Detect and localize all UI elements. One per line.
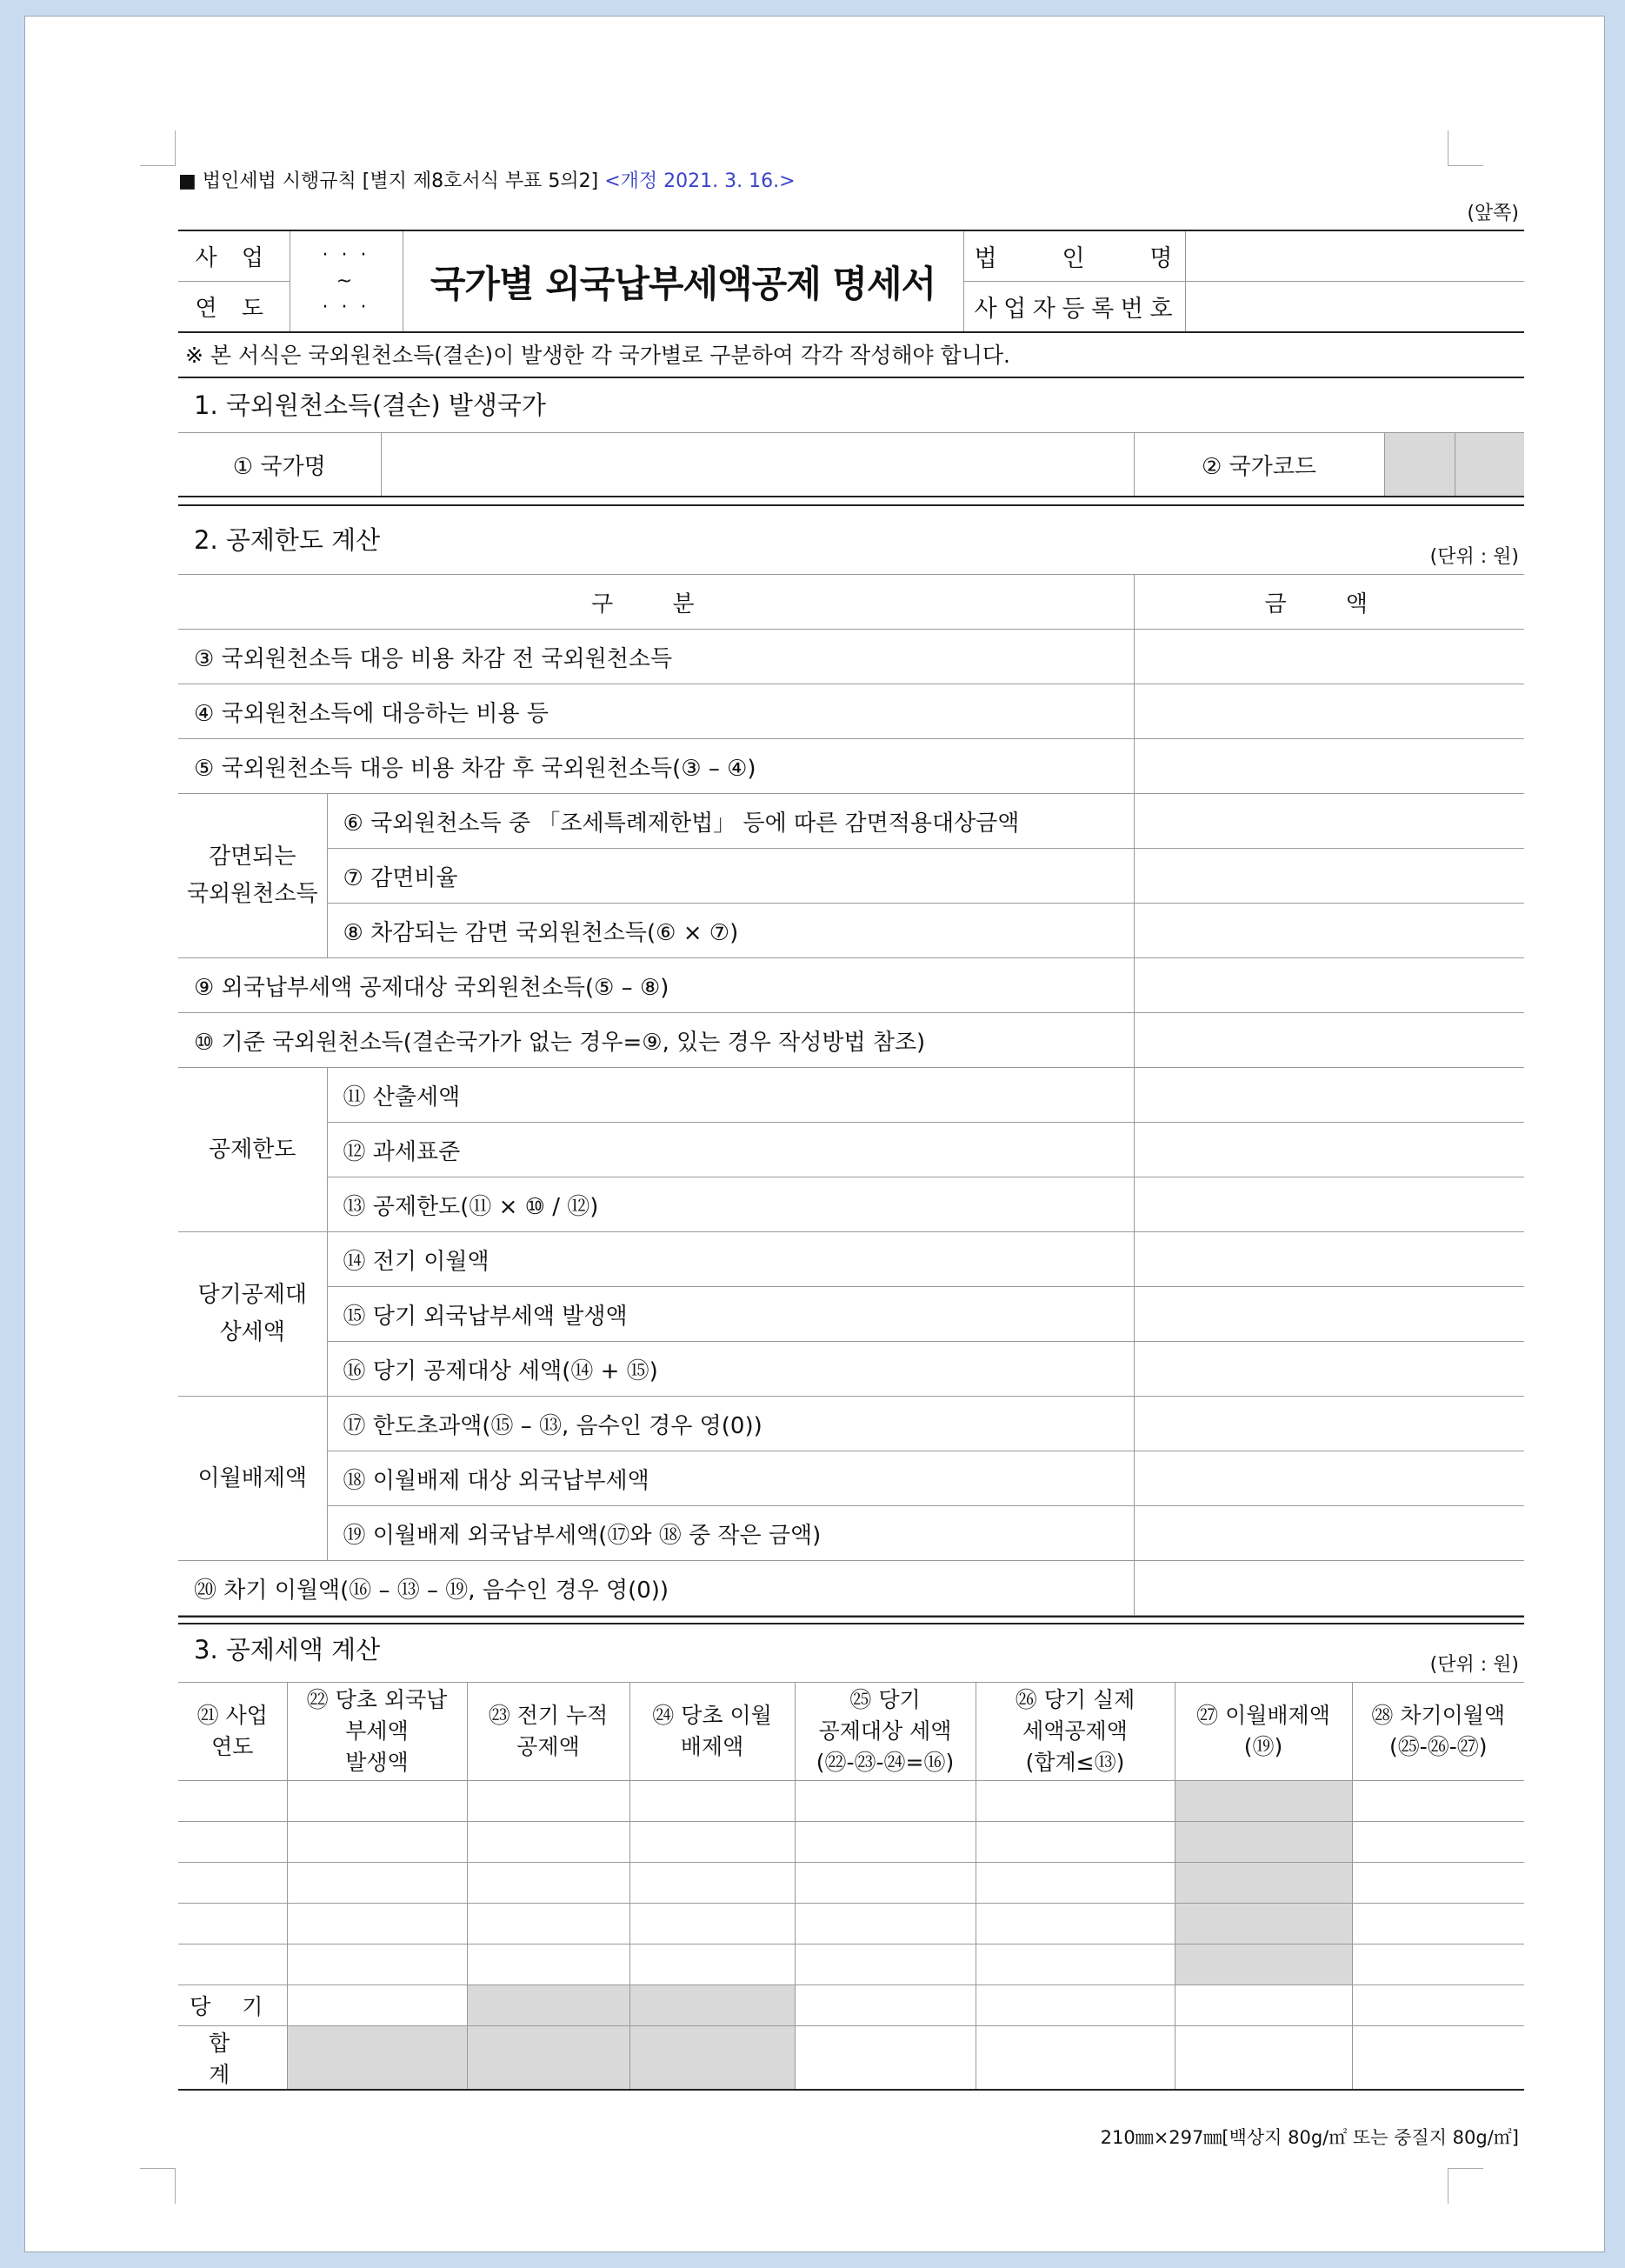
crop-mark — [140, 130, 176, 166]
cell[interactable] — [795, 1822, 976, 1863]
cell — [287, 2026, 467, 2091]
cell[interactable] — [178, 1863, 287, 1904]
section3-unit: (단위 : 원) — [1429, 1654, 1519, 1676]
row-8-label: ⑧ 차감되는 감면 국외원천소득(⑥ × ⑦) — [327, 904, 1134, 958]
cell[interactable] — [178, 1781, 287, 1822]
row-4-amount[interactable] — [1134, 684, 1524, 739]
cell — [1175, 1822, 1352, 1863]
cell[interactable] — [178, 1904, 287, 1944]
cell[interactable] — [629, 1781, 795, 1822]
row-3-amount[interactable] — [1134, 630, 1524, 684]
business-year-label: 사 업 — [178, 230, 290, 282]
row-15-label: ⑮ 당기 외국납부세액 발생액 — [327, 1287, 1134, 1342]
deduction-limit-table — [178, 574, 1524, 1616]
table-row — [178, 1781, 1524, 1822]
cell[interactable] — [467, 1781, 629, 1822]
revision-date: <개정 2021. 3. 16.> — [604, 170, 796, 192]
cell[interactable] — [287, 1781, 467, 1822]
row-19-amount[interactable] — [1134, 1506, 1524, 1561]
row-12-label: ⑫ 과세표준 — [327, 1123, 1134, 1177]
cell[interactable] — [976, 2026, 1175, 2091]
cell[interactable] — [629, 1944, 795, 1985]
table-row — [178, 904, 1524, 958]
cell[interactable] — [976, 1863, 1175, 1904]
row-13-label: ⑬ 공제한도(⑪ × ⑩ / ⑫) — [327, 1177, 1134, 1232]
row-4-label: ④ 국외원천소득에 대응하는 비용 등 — [178, 684, 1134, 739]
cell — [467, 1985, 629, 2026]
section3-heading — [178, 1624, 1524, 1682]
form — [178, 165, 1524, 2150]
table-row — [178, 1944, 1524, 1985]
row-11-label: ⑪ 산출세액 — [327, 1068, 1134, 1123]
country-name-label: ① 국가명 — [178, 433, 381, 497]
table-row — [178, 684, 1524, 739]
section-divider — [178, 1618, 1524, 1624]
biz-reg-no-label: 사 업 자 등 록 번 호 — [963, 282, 1185, 333]
row-15-amount[interactable] — [1134, 1287, 1524, 1342]
row-16-amount[interactable] — [1134, 1342, 1524, 1397]
col-prior-cumulative-deduction: ㉓ 전기 누적 공제액 — [467, 1683, 629, 1781]
crop-mark — [1448, 2168, 1483, 2204]
country-code-cell-1[interactable] — [1384, 433, 1455, 497]
cell[interactable] — [795, 1944, 976, 1985]
table-row — [178, 630, 1524, 684]
cell[interactable] — [976, 1904, 1175, 1944]
row-5-amount[interactable] — [1134, 739, 1524, 794]
cell[interactable] — [178, 1822, 287, 1863]
row-13-amount[interactable] — [1134, 1177, 1524, 1232]
section-divider — [178, 497, 1524, 506]
cell[interactable] — [1352, 1822, 1524, 1863]
section2-title: 2. 공제한도 계산 — [194, 525, 381, 555]
row-20-amount[interactable] — [1134, 1561, 1524, 1616]
table-row — [178, 958, 1524, 1013]
row-14-label: ⑭ 전기 이월액 — [327, 1232, 1134, 1287]
table-row — [178, 1863, 1524, 1904]
col-original-carryover-exclusion: ㉔ 당초 이월 배제액 — [629, 1683, 795, 1781]
cell[interactable] — [287, 1822, 467, 1863]
group-exempt-income: 감면되는 국외원천소득 — [178, 794, 327, 958]
table-row — [178, 794, 1524, 849]
row-6-amount[interactable] — [1134, 794, 1524, 849]
table-row — [178, 1397, 1524, 1451]
row-9-amount[interactable] — [1134, 958, 1524, 1013]
table-row — [178, 1013, 1524, 1068]
cell[interactable] — [287, 1863, 467, 1904]
table-row — [178, 1232, 1524, 1287]
form-notice: ※ 본 서식은 국외원천소득(결손)이 발생한 각 국가별로 구분하여 각각 작성해야 합니다. — [178, 333, 1524, 378]
cell — [1175, 1863, 1352, 1904]
cell[interactable] — [1175, 1985, 1352, 2026]
cell[interactable] — [1352, 1781, 1524, 1822]
row-current-label: 당 기 — [178, 1985, 287, 2026]
cell[interactable] — [1352, 1985, 1524, 2026]
current-row — [178, 1985, 1524, 2026]
col-original-foreign-tax: ㉒ 당초 외국납 부세액 발생액 — [287, 1683, 467, 1781]
cell[interactable] — [629, 1822, 795, 1863]
section2-heading — [178, 506, 1524, 574]
col-current-deductible: ㉕ 당기 공제대상 세액 (㉒-㉓-㉔=⑯) — [795, 1683, 976, 1781]
row-16-label: ⑯ 당기 공제대상 세액(⑭ + ⑮) — [327, 1342, 1134, 1397]
cell[interactable] — [795, 1781, 976, 1822]
crop-mark — [140, 2168, 176, 2204]
group-deduction-limit: 공제한도 — [178, 1068, 327, 1232]
tax-credit-table — [178, 1682, 1524, 2091]
cell[interactable] — [795, 2026, 976, 2091]
country-code-cell-2[interactable] — [1455, 433, 1524, 497]
row-9-label: ⑨ 외국납부세액 공제대상 국외원천소득(⑤ – ⑧) — [178, 958, 1134, 1013]
form-title: 국가별 외국납부세액공제 명세서 — [403, 230, 963, 332]
total-row — [178, 2026, 1524, 2091]
cell — [1175, 1904, 1352, 1944]
cell[interactable] — [287, 1985, 467, 2026]
col-header-amount: 금 액 — [1134, 575, 1524, 630]
cell[interactable] — [1352, 1863, 1524, 1904]
country-table — [178, 432, 1524, 497]
cell[interactable] — [629, 1904, 795, 1944]
cell[interactable] — [467, 1904, 629, 1944]
row-7-label: ⑦ 감면비율 — [327, 849, 1134, 904]
row-7-amount[interactable] — [1134, 849, 1524, 904]
cell — [629, 2026, 795, 2091]
cell[interactable] — [1352, 1944, 1524, 1985]
cell — [1175, 1944, 1352, 1985]
row-14-amount[interactable] — [1134, 1232, 1524, 1287]
cell[interactable] — [287, 1904, 467, 1944]
row-20-label: ⑳ 차기 이월액(⑯ – ⑬ – ⑲, 음수인 경우 영(0)) — [178, 1561, 1134, 1616]
row-3-label: ③ 국외원천소득 대응 비용 차감 전 국외원천소득 — [178, 630, 1134, 684]
cell — [1175, 1781, 1352, 1822]
col-header-item: 구 분 — [178, 575, 1134, 630]
row-17-amount[interactable] — [1134, 1397, 1524, 1451]
table-row — [178, 1561, 1524, 1616]
title-block — [178, 230, 1524, 333]
cell[interactable] — [795, 1904, 976, 1944]
group-current-deductible: 당기공제대 상세액 — [178, 1232, 327, 1397]
business-year-label-2: 연 도 — [178, 282, 290, 333]
table-row — [178, 1287, 1524, 1342]
table-row — [178, 1451, 1524, 1506]
group-carryover-exclusion: 이월배제액 — [178, 1397, 327, 1561]
col-business-year: ㉑ 사업 연도 — [178, 1683, 287, 1781]
table-row — [178, 739, 1524, 794]
cell — [467, 2026, 629, 2091]
regulation-text: ■ 법인세법 시행규칙 [별지 제8호서식 부표 5의2] — [178, 170, 599, 192]
table-row — [178, 1822, 1524, 1863]
cell[interactable] — [1352, 2026, 1524, 2091]
section3-title: 3. 공제세액 계산 — [194, 1635, 381, 1664]
row-12-amount[interactable] — [1134, 1123, 1524, 1177]
cell[interactable] — [795, 1863, 976, 1904]
corp-name-field[interactable] — [1185, 230, 1524, 282]
cell[interactable] — [795, 1985, 976, 2026]
row-10-label: ⑩ 기준 국외원천소득(결손국가가 없는 경우=⑨, 있는 경우 작성방법 참조) — [178, 1013, 1134, 1068]
row-6-label: ⑥ 국외원천소득 중 「조세특례제한법」 등에 따른 감면적용대상금액 — [327, 794, 1134, 849]
biz-reg-no-field[interactable] — [1185, 282, 1524, 333]
table-row — [178, 1904, 1524, 1944]
row-17-label: ⑰ 한도초과액(⑮ – ⑬, 음수인 경우 영(0)) — [327, 1397, 1134, 1451]
country-name-field[interactable] — [381, 433, 1134, 497]
corp-name-label: 법 인 명 — [963, 230, 1185, 282]
cell[interactable] — [976, 1985, 1175, 2026]
form-header — [178, 165, 1524, 198]
row-18-amount[interactable] — [1134, 1451, 1524, 1506]
row-11-amount[interactable] — [1134, 1068, 1524, 1123]
cell[interactable] — [467, 1863, 629, 1904]
row-19-label: ⑲ 이월배제 외국납부세액(⑰와 ⑱ 중 작은 금액) — [327, 1506, 1134, 1561]
cell[interactable] — [467, 1944, 629, 1985]
cell[interactable] — [467, 1822, 629, 1863]
row-10-amount[interactable] — [1134, 1013, 1524, 1068]
table-row — [178, 1068, 1524, 1123]
row-8-amount[interactable] — [1134, 904, 1524, 958]
country-code-label: ② 국가코드 — [1134, 433, 1384, 497]
row-18-label: ⑱ 이월배제 대상 외국납부세액 — [327, 1451, 1134, 1506]
table-row — [178, 1123, 1524, 1177]
cell[interactable] — [976, 1822, 1175, 1863]
table-row — [178, 1506, 1524, 1561]
deduction-limit-table-wrap — [178, 574, 1524, 1618]
cell[interactable] — [287, 1944, 467, 1985]
paper-spec: 210㎜×297㎜[백상지 80g/㎡ 또는 중질지 80g/㎡] — [1100, 2127, 1519, 2148]
cell — [629, 1985, 795, 2026]
crop-mark — [1448, 130, 1483, 166]
section2-unit: (단위 : 원) — [1429, 546, 1519, 568]
cell[interactable] — [1175, 2026, 1352, 2091]
business-year-period[interactable]: · · · ~ · · · — [290, 230, 403, 332]
col-carryover-exclusion: ㉗ 이월배제액 (⑲) — [1175, 1683, 1352, 1781]
table-row — [178, 1342, 1524, 1397]
table-row — [178, 1177, 1524, 1232]
table-row — [178, 849, 1524, 904]
col-next-carryover: ㉘ 차기이월액 (㉕-㉖-㉗) — [1352, 1683, 1524, 1781]
page-side-label: (앞쪽) — [1467, 203, 1519, 224]
row-total-label: 합 계 — [178, 2026, 287, 2091]
col-current-actual-credit: ㉖ 당기 실제 세액공제액 (합계≤⑬) — [976, 1683, 1175, 1781]
cell[interactable] — [976, 1781, 1175, 1822]
cell[interactable] — [976, 1944, 1175, 1985]
cell[interactable] — [178, 1944, 287, 1985]
cell[interactable] — [1352, 1904, 1524, 1944]
row-5-label: ⑤ 국외원천소득 대응 비용 차감 후 국외원천소득(③ – ④) — [178, 739, 1134, 794]
section1-title: 1. 국외원천소득(결손) 발생국가 — [194, 390, 546, 420]
cell[interactable] — [629, 1863, 795, 1904]
